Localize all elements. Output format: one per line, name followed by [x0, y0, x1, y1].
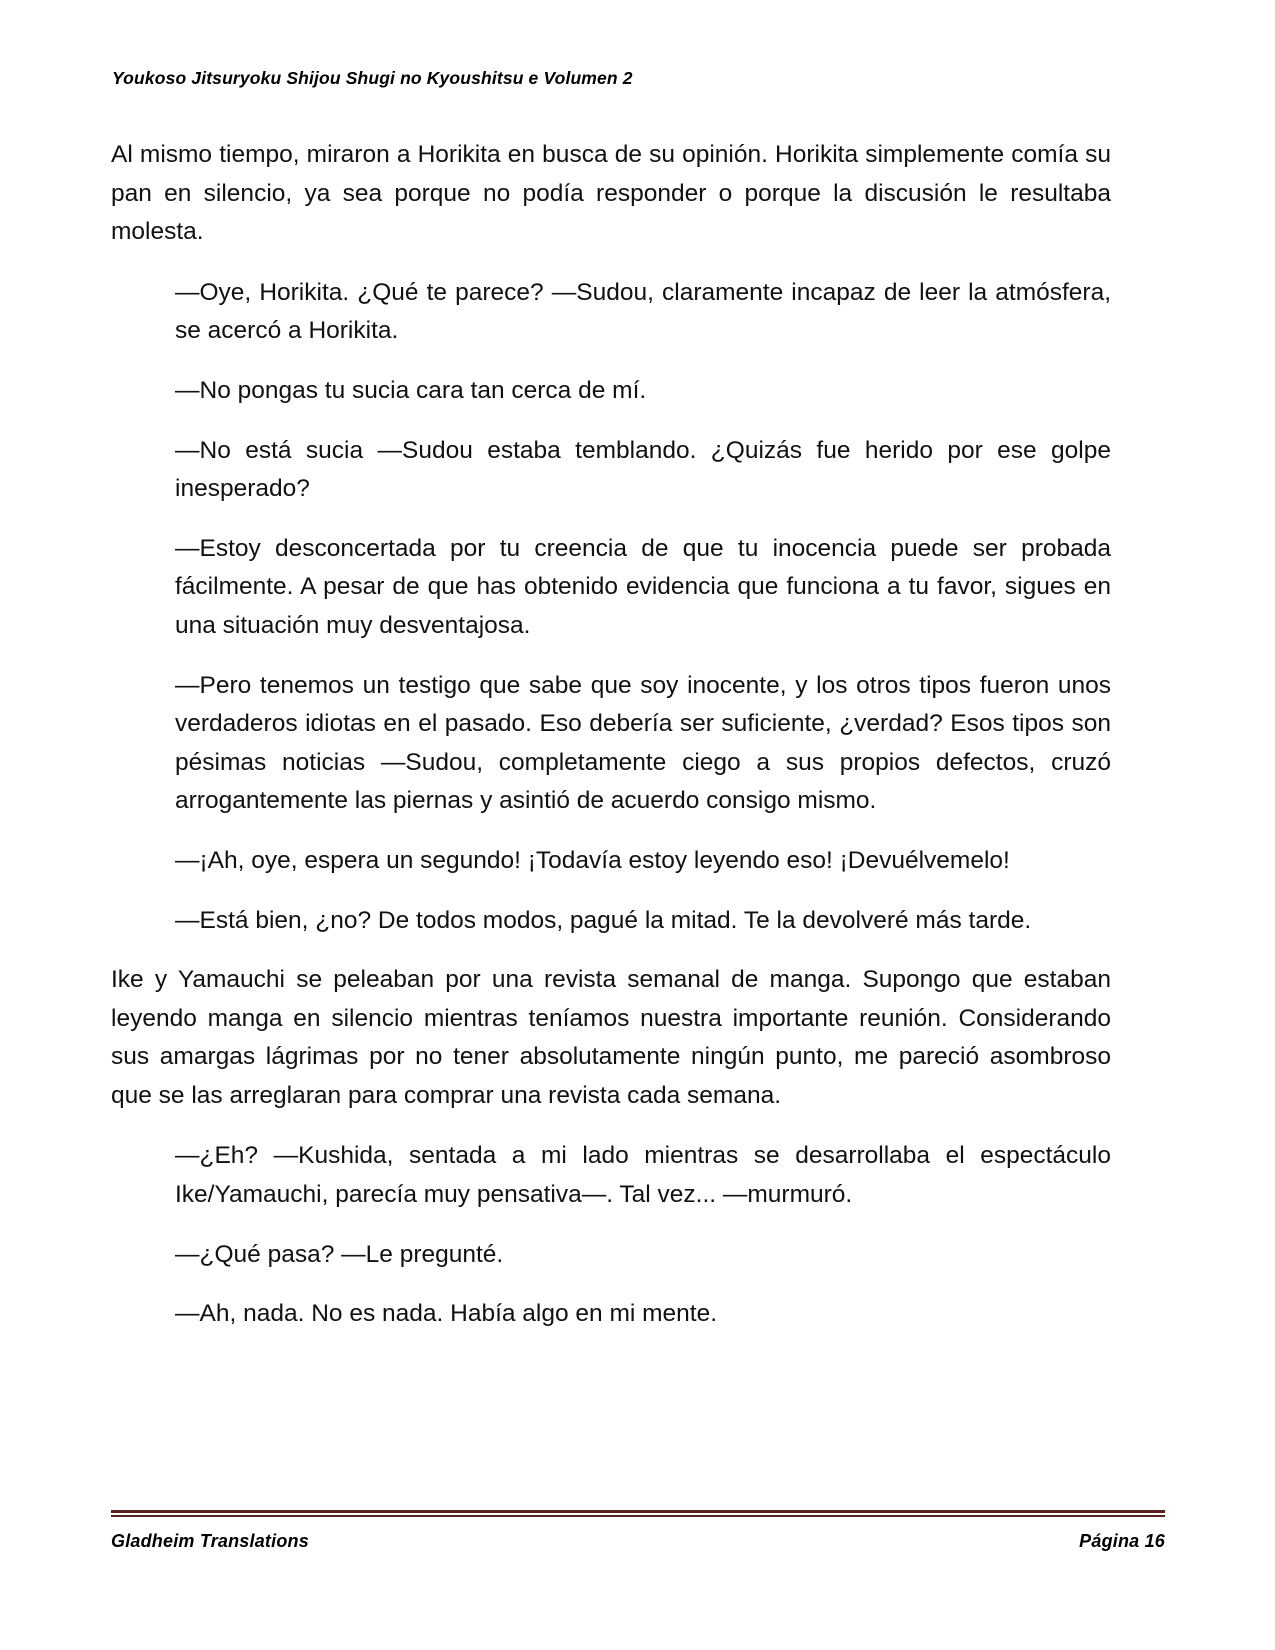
body-paragraph: —¿Qué pasa? —Le pregunté.: [175, 1240, 504, 1268]
footer-row: [111, 1531, 1165, 1552]
body-paragraph: —Ah, nada. No es nada. Había algo en mi mente.: [175, 1300, 718, 1328]
footer-page-number: Página 16: [1079, 1531, 1165, 1551]
footer-translator-credit: Gladheim Translations: [111, 1531, 309, 1551]
header-title: Youkoso Jitsuryoku Shijou Shugi no Kyoushitsu e Volumen 2: [112, 68, 633, 88]
body-paragraph: —Está bien, ¿no? De todos modos, pagué la mitad. Te la devolveré más tarde.: [175, 906, 1032, 934]
body-paragraph: Ike y Yamauchi se peleaban por una revista semanal de manga. Supongo que estaban leyendo manga en silencio mientras teníamos nuestra importante reunión. Considerando sus amargas lágrimas por no tener absolutamente ningún punto, me pareció asombroso que se las arreglaran para comprar una revista cada semana.: [111, 966, 1111, 1109]
body-paragraph: Al mismo tiempo, miraron a Horikita en busca de su opinión. Horikita simplemente comía su pan en silencio, ya sea porque no podía responder o porque la discusión le resultaba molesta.: [111, 141, 1111, 246]
body-paragraph: —No pongas tu sucia cara tan cerca de mí.: [175, 376, 647, 404]
footer-divider: [111, 1510, 1165, 1517]
page-footer: [111, 1510, 1165, 1552]
body-paragraph: —¡Ah, oye, espera un segundo! ¡Todavía estoy leyendo eso! ¡Devuélvemelo!: [175, 846, 1010, 874]
body-paragraph: —No está sucia —Sudou estaba temblando. ¿Quizás fue herido por ese golpe inesperado?: [175, 436, 1111, 503]
page-header: [112, 68, 1167, 89]
body-paragraph: —Estoy desconcertada por tu creencia de que tu inocencia puede ser probada fácilmente. A pesar de que has obtenido evidencia que funciona a tu favor, sigues en una situación muy desventajosa.: [175, 534, 1111, 639]
body-paragraph: —Oye, Horikita. ¿Qué te parece? —Sudou, claramente incapaz de leer la atmósfera, se acercó a Horikita.: [175, 278, 1111, 345]
body-paragraph: —¿Eh? —Kushida, sentada a mi lado mientras se desarrollaba el espectáculo Ike/Yamauchi, parecía muy pensativa—. Tal vez... —murmuró.: [175, 1142, 1111, 1209]
page-body: [111, 136, 1111, 1334]
body-paragraph: —Pero tenemos un testigo que sabe que soy inocente, y los otros tipos fueron unos verdaderos idiotas en el pasado. Eso debería ser suficiente, ¿verdad? Esos tipos son pésimas noticias —Sudou, completamente ciego a sus propios defectos, cruzó arrogantemente las piernas y asintió de acuerdo consigo mismo.: [175, 671, 1111, 815]
